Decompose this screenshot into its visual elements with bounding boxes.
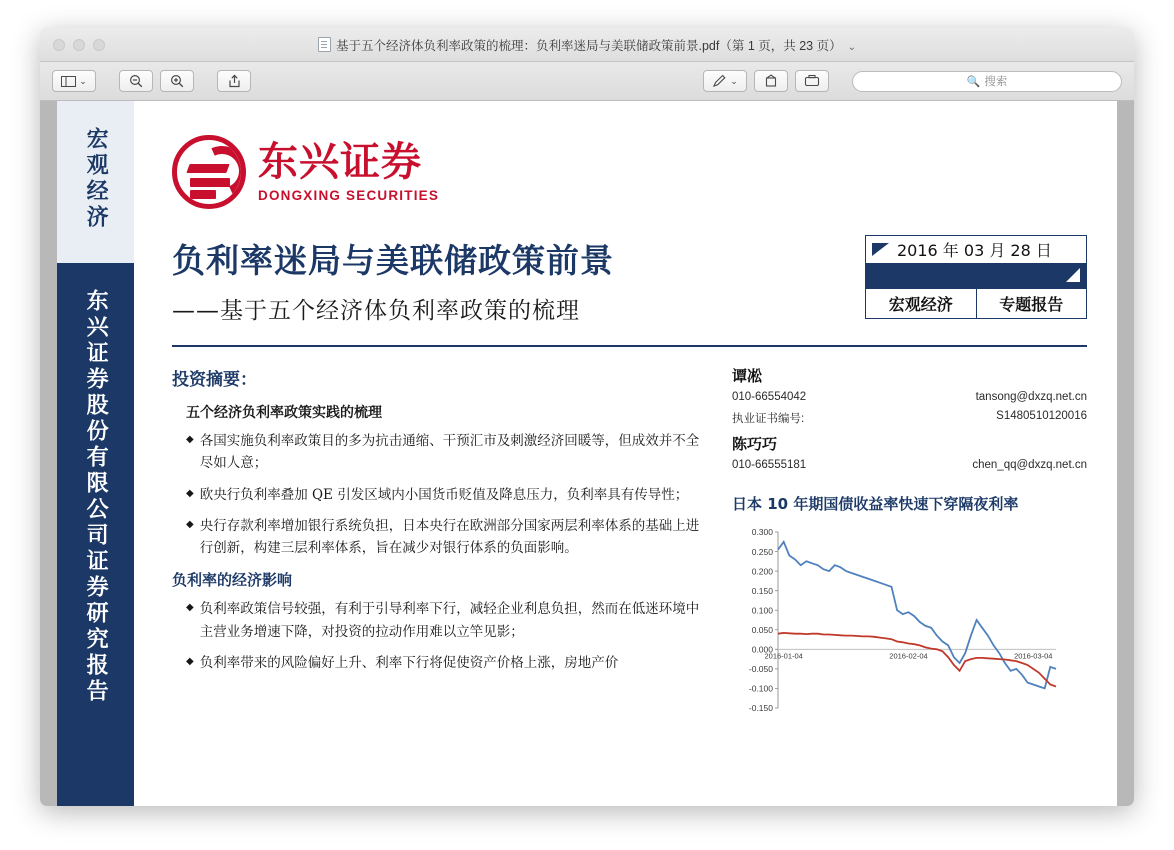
close-button[interactable] [53,39,65,51]
report-date: 2016 年 03 月 28 日 [897,241,1052,260]
headline-block [172,235,1087,347]
bullet-icon: ◆ [186,487,194,499]
rotate-icon [764,74,778,88]
report-subtitle: ——基于五个经济体负利率政策的梳理 [172,298,580,324]
date-row [866,236,1086,264]
summary-column [172,365,732,724]
search-input[interactable] [852,71,1122,92]
analyst-contact [732,459,1087,471]
markup-pen-icon [712,74,727,88]
chevron-down-icon: ⌄ [79,75,87,86]
analyst-license-label: 执业证书编号: [732,413,805,425]
yield-chart [732,524,1062,724]
summary-section-heading: 负利率的经济影响 [172,571,293,590]
window-title [40,36,1134,54]
analyst-column [732,365,1087,724]
list-item [186,484,708,506]
svg-text:-0.100: -0.100 [748,683,773,694]
svg-text:2016-02-04: 2016-02-04 [889,651,928,661]
sidebar-icon [61,76,76,87]
bullet-icon: ◆ [186,602,194,614]
chart-canvas [732,524,1062,724]
list-item [186,515,708,560]
highlight-button[interactable] [795,70,829,92]
search-placeholder: 搜索 [984,76,1008,88]
analyst-email[interactable]: chen_qq@dxzq.net.cn [972,459,1087,471]
bullet-icon: ◆ [186,518,194,530]
company-name-en: DONGXING SECURITIES [258,187,440,203]
side-band-bottom-text: 东兴证券股份有限公司证券研究报告 [83,289,109,705]
window-title-text: 基于五个经济体负利率政策的梳理：负利率迷局与美联储政策前景.pdf（第 1 页，共 23 页） [336,38,842,53]
document-icon [318,37,331,52]
markup-button[interactable] [703,70,747,92]
window-titlebar [40,28,1134,62]
chart-title: 日本 10 年期国债收益率快速下穿隔夜利率 [732,495,1019,513]
list-item [186,430,708,475]
pdf-page-1 [57,101,1117,806]
page-side-band [57,101,134,806]
list-item [186,652,708,674]
summary-title: 投资摘要： [172,370,257,390]
svg-text:0.200: 0.200 [751,566,773,577]
rotate-button[interactable] [754,70,788,92]
page-content [134,101,1117,806]
svg-text:0.000: 0.000 [751,644,773,655]
share-icon [228,74,241,88]
zoom-button[interactable] [93,39,105,51]
document-scroll-area[interactable] [40,101,1134,806]
analyst-name: 陈巧巧 [732,435,778,453]
window-controls [53,39,105,51]
company-logo [172,135,1087,209]
chevron-down-icon[interactable]: ⌄ [847,41,856,53]
bullet-icon: ◆ [186,434,194,445]
analyst-contact [732,391,1087,403]
analyst-name: 谭凇 [732,367,763,385]
analyst-license [732,410,1087,426]
flag-icon [872,243,889,256]
svg-text:0.250: 0.250 [751,546,773,557]
header-divider [172,345,1087,347]
zoom-in-icon [170,74,184,88]
zoom-out-icon [129,74,143,88]
tag-type: 专题报告 [999,295,1064,314]
minimize-button[interactable] [73,39,85,51]
svg-text:0.050: 0.050 [751,624,773,635]
analyst-phone: 010-66555181 [732,459,807,471]
body-columns [172,365,1087,724]
list-item-text: 负利率政策信号较强，有利于引导利率下行，减轻企业利息负担，然而在低迷环境中主营业务增速下降，对投资的拉动作用难以立竿见影； [199,601,700,640]
bullet-icon: ◆ [186,655,194,667]
side-band-top-text: 宏观经济 [83,127,109,231]
company-name-cn: 东兴证券 [258,138,422,185]
svg-text:0.300: 0.300 [751,527,773,538]
svg-text:-0.150: -0.150 [748,703,773,714]
list-item-text: 各国实施负利率政策目的多为抗击通缩、干预汇市及刺激经济回暖等，但成效并不全尽如人意； [199,433,700,472]
zoom-in-button[interactable] [160,70,194,92]
svg-text:2016-01-04: 2016-01-04 [764,651,803,661]
search-icon: 🔍 [966,75,981,88]
zoom-out-button[interactable] [119,70,153,92]
report-title: 负利率迷局与美联储政策前景 [172,241,614,280]
date-badge-tags [866,289,1086,318]
sidebar-toggle-button[interactable] [52,70,96,92]
toolbar [40,62,1134,101]
svg-text:2016-03-04: 2016-03-04 [1014,651,1053,661]
date-badge-accent [866,264,1086,289]
list-item-text: 央行存款利率增加银行系统负担，日本央行在欧洲部分国家两层利率体系的基础上进行创新，构建三层利率体系，旨在减少对银行体系的负面影响。 [199,517,700,557]
analyst-phone: 010-66554042 [732,391,807,403]
share-button[interactable] [217,70,251,92]
side-band-top [57,101,134,263]
list-item-text: 负利率带来的风险偏好上升、利率下行将促使资产价格上涨，房地产价 [199,654,619,671]
preview-window [40,28,1134,806]
svg-text:0.150: 0.150 [751,585,773,596]
analyst-license-no: S1480510120016 [996,410,1087,422]
analyst-email[interactable]: tansong@dxzq.net.cn [975,391,1087,403]
dongxing-logo-icon [172,135,246,209]
date-badge [865,235,1087,319]
side-band-bottom [57,263,134,806]
svg-text:0.100: 0.100 [751,605,773,616]
chevron-down-icon: ⌄ [730,75,738,86]
list-item [186,598,708,643]
tag-category: 宏观经济 [866,289,977,318]
highlight-icon [804,74,820,88]
list-item-text: 欧央行负利率叠加 QE 引发区域内小国货币贬值及降息压力，负利率具有传导性； [199,486,689,503]
summary-section-heading: 五个经济负利率政策实践的梳理 [186,405,382,421]
svg-text:-0.050: -0.050 [748,664,773,675]
